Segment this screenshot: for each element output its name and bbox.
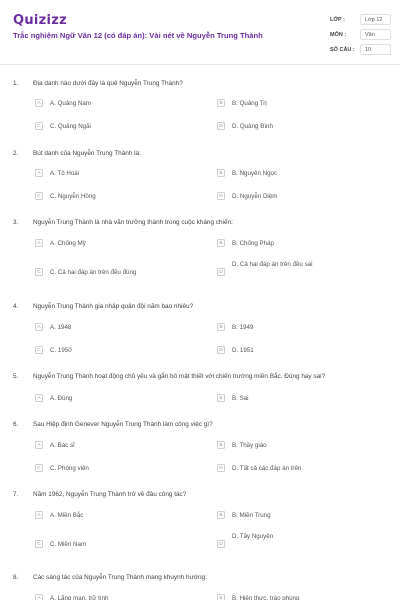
option-letter-box: D (217, 122, 225, 130)
option-text: A. Chống Mỹ (50, 240, 86, 247)
question-text: Sau Hiệp định Genever Nguyễn Trung Thành làm công việc gì? (33, 421, 213, 428)
option-letter-box: B (217, 594, 225, 600)
meta-class-value: Lớp 12 (360, 14, 391, 25)
option-letter-box: B (217, 239, 225, 247)
meta-class (330, 14, 392, 26)
option-text: A. Đúng (50, 395, 73, 402)
meta-subject-label: MÔN : (330, 32, 347, 38)
option-text: C. Cả hai đáp án trên đều đúng (50, 269, 137, 276)
option-letter-box: B (217, 394, 225, 402)
option-letter-box: A (35, 441, 43, 449)
question-text: Các sáng tác của Nguyễn Trung Thành mang khuynh hướng: (33, 574, 207, 581)
option-letter-box: A (35, 169, 43, 177)
meta-count (330, 44, 392, 56)
question-number: 1. (13, 80, 19, 87)
question-number: 2. (13, 150, 19, 157)
option-letter-box: D (217, 346, 225, 354)
option-text: D. Quảng Bình (232, 123, 273, 130)
option-letter-box: D (217, 464, 225, 472)
option-letter-box: A (35, 323, 43, 331)
option-text: C. Quảng Ngãi (50, 123, 91, 130)
option-letter-box: A (35, 239, 43, 247)
option-text: C. 1950 (50, 347, 72, 354)
option-text: B. 1949 (232, 324, 254, 331)
option-letter-box: B (217, 323, 225, 331)
question-text: Bút danh của Nguyễn Trung Thành là: (33, 150, 141, 157)
option-text: A. Tô Hoài (50, 170, 80, 177)
option-letter-box: C (35, 268, 43, 276)
option-letter-box: B (217, 441, 225, 449)
question-number: 4. (13, 303, 19, 310)
meta-class-label: LỚP : (330, 17, 345, 23)
option-text: A. Miền Bắc (50, 512, 84, 519)
quizizz-logo: Quizizz (13, 13, 68, 28)
option-text: C. Phóng viên (50, 465, 89, 472)
option-text: D. Cả hai đáp án trên đều sai (232, 261, 313, 268)
option-letter-box: A (35, 394, 43, 402)
option-letter-box: B (217, 511, 225, 519)
option-letter-box: A (35, 511, 43, 519)
option-text: B. Hiện thực, trào phúng (232, 595, 300, 600)
option-text: A. Lãng mạn, trữ tình (50, 595, 109, 600)
meta-subject (330, 29, 392, 41)
option-text: B. Nguyên Ngọc (232, 170, 278, 177)
option-text: B. Sai (232, 395, 249, 402)
option-letter-box: C (35, 346, 43, 354)
question-number: 7. (13, 491, 19, 498)
question-text: Nguyễn Trung Thành hoạt động chủ yếu và gắn bó mật thiết với chiến trường miền Bắc. Đúng hay sai? (33, 373, 326, 380)
question-text: Nguyễn Trung Thành gia nhập quân đội năm bao nhiêu? (33, 303, 194, 310)
question-number: 5. (13, 373, 19, 380)
option-text: C. Nguyễn Hồng (50, 193, 96, 200)
option-text: D. Nguyễn Diệm (232, 193, 278, 200)
question-text: Năm 1962, Nguyễn Trung Thành trở về đâu công tác? (33, 491, 187, 498)
option-text: A. Quảng Nam (50, 100, 91, 107)
option-letter-box: C (35, 192, 43, 200)
worksheet-header (0, 0, 400, 65)
meta-count-label: SỐ CÂU : (330, 47, 355, 53)
option-letter-box: C (35, 122, 43, 130)
option-text: A. Bác sĩ (50, 442, 75, 449)
option-text: D. 1951 (232, 347, 254, 354)
option-letter-box: A (35, 594, 43, 600)
option-text: B. Chống Pháp (232, 240, 274, 247)
option-letter-box: D (217, 192, 225, 200)
option-letter-box: B (217, 99, 225, 107)
option-letter-box: D (217, 268, 225, 276)
question-number: 8. (13, 574, 19, 581)
option-letter-box: A (35, 99, 43, 107)
option-letter-box: C (35, 464, 43, 472)
option-text: B. Quảng Trị (232, 100, 267, 107)
question-text: Địa danh nào dưới đây là quê Nguyễn Trung Thành? (33, 80, 183, 87)
meta-count-value: 10 (360, 44, 391, 55)
option-letter-box: D (217, 540, 225, 548)
worksheet-title: Trắc nghiệm Ngữ Văn 12 (có đáp án): Vài nét về Nguyễn Trung Thành (13, 31, 263, 40)
option-text: C. Miền Nam (50, 541, 87, 548)
option-text: A. 1948 (50, 324, 72, 331)
option-text: D. Tất cả các đáp án trên (232, 465, 302, 472)
option-text: B. Thầy giáo (232, 442, 267, 449)
option-text: D. Tây Nguyên (232, 533, 274, 540)
option-letter-box: C (35, 540, 43, 548)
question-number: 3. (13, 219, 19, 226)
question-text: Nguyễn Trung Thành là nhà văn trưởng thành trong cuộc kháng chiến: (33, 219, 233, 226)
option-letter-box: B (217, 169, 225, 177)
question-number: 6. (13, 421, 19, 428)
option-text: B. Miền Trung (232, 512, 271, 519)
meta-subject-value: Văn (360, 29, 391, 40)
